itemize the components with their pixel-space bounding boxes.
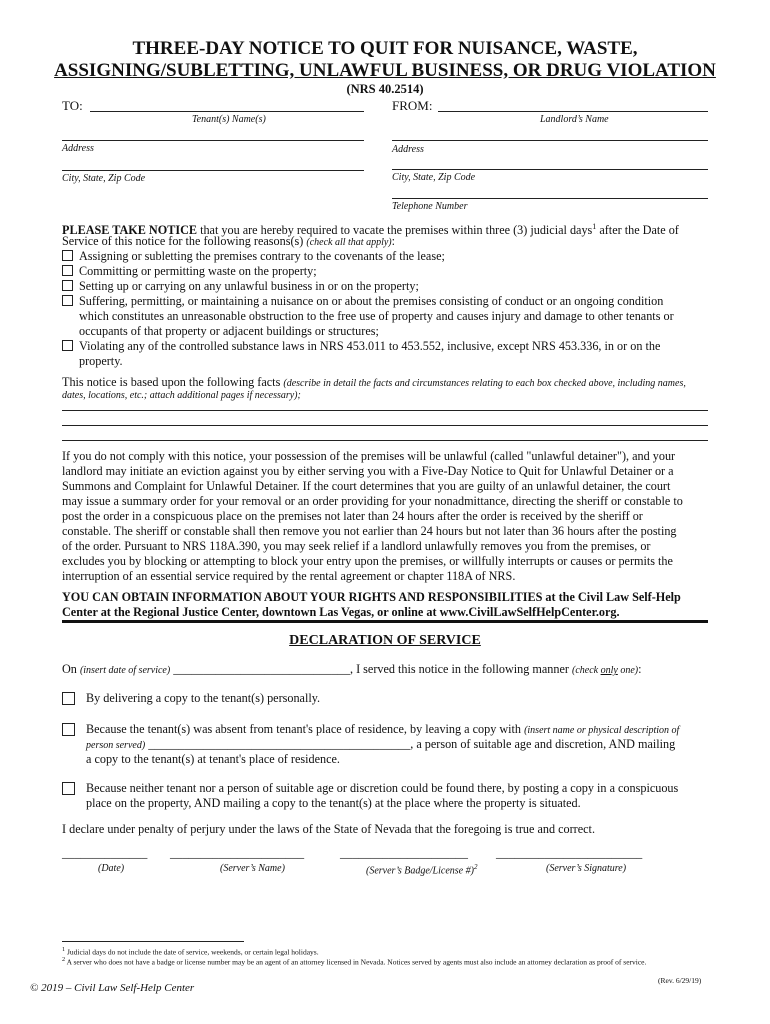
revision-date: (Rev. 6/29/19) [658,976,702,985]
checkbox-substitute[interactable] [62,723,75,736]
checkbox-waste[interactable] [62,265,73,276]
notice-lead-bold: PLEASE TAKE NOTICE [62,223,198,238]
reason-assigning: Assigning or subletting the premises contrary to the covenants of the lease; [62,249,722,264]
landlord-city-caption: City, State, Zip Code [392,172,476,183]
footnote-2: $^2$ A server who does not have a badge or license number may be an agent of an attorney licensed in Nevada. Notices served by agents must also include an attorney declaration as proof of service. [62,956,647,967]
option-posting: Because neither tenant nor a person of suitable age or discretion could be found there, by posting a copy in a conspicuous place on the property, AND mailing a copy to the tenant(s) at the place where the property is situated. [62,781,722,813]
perjury-statement: I declare under penalty of perjury under the laws of the State of Nevada that the foregoing is true and correct. [62,822,595,836]
reason-drug-cont: property. [79,354,123,368]
checkbox-assigning[interactable] [62,250,73,261]
tenant-city-field[interactable] [62,170,364,171]
date-caption: (Date) [98,863,125,874]
rights-line2: Center at the Regional Justice Center, downtown Las Vegas, or online at www.CivilLawSelfHelpCenter.org. [62,605,620,619]
statute-reference: (NRS 40.2514) [346,82,424,96]
landlord-name-field[interactable] [438,111,708,112]
signature-caption: (Server’s Signature) [546,863,627,874]
facts-line-3[interactable] [62,440,708,441]
option-substitute: Because the tenant(s) was absent from tenant's place of residence, by leaving a copy with (insert name or physical description of person served) ___________________________________________, a person of suitable age and discretion, AND mailing a copy to the tenant(s) at tenant's place of residence. [62,722,722,768]
declaration-heading: DECLARATION OF SERVICE [289,633,481,648]
footnote-ref-1: 1 [592,222,597,231]
document-title-line1: THREE-DAY NOTICE TO QUIT FOR NUISANCE, WASTE, [132,38,638,59]
from-label: FROM: [392,98,433,113]
notice-line2: Service of this notice for the following reasons(s) (check all that apply): [62,234,396,248]
checkbox-personal[interactable] [62,692,75,705]
tenant-city-caption: City, State, Zip Code [62,173,146,184]
reason-nuisance-cont1: which constitutes an unreasonable obstruction to the free use of property and causes injury and damage to other tenants or [79,309,674,323]
document-title-line2: ASSIGNING/SUBLETTING, UNLAWFUL BUSINESS, OR DRUG VIOLATION [54,60,716,81]
tenant-address-field[interactable] [62,140,364,141]
facts-line-1[interactable] [62,410,708,411]
notice-lead: PLEASE TAKE NOTICE that you are hereby required to vacate the premises within three (3) judicial days$^1$ after the Date of [62,222,679,238]
reason-nuisance: Suffering, permitting, or maintaining a nuisance on or about the premises consisting of conduct or an ongoing condition [62,294,742,309]
checkbox-unlawful-business[interactable] [62,280,73,291]
badge-caption: (Server’s Badge/License #)$^2$ [366,863,478,877]
facts-italic2: dates, locations, etc.; attach additional pages if necessary); [62,390,301,401]
badge-blank[interactable]: _____________________ [340,846,468,860]
footnote-divider [62,941,244,942]
landlord-address-caption: Address [392,144,424,155]
to-label: TO: [62,98,83,113]
copyright-footer: © 2019 – Civil Law Self-Help Center [30,982,195,994]
landlord-address-field[interactable] [392,140,708,141]
reason-unlawful-business: Setting up or carrying on any unlawful business in or on the property; [62,279,722,294]
rights-line1: YOU CAN OBTAIN INFORMATION ABOUT YOUR RIGHTS AND RESPONSIBILITIES at the Civil Law Self-Help [62,590,681,604]
footnote-1: $^1$ Judicial days do not include the date of service, weekends, or certain legal holidays. [62,946,319,957]
reason-drug: Violating any of the controlled substance laws in NRS 453.011 to 453.552, inclusive, except NRS 453.336, in or on the [62,339,742,354]
tenant-name-field[interactable] [90,111,364,112]
date-blank[interactable]: ______________ [62,846,148,860]
section-divider [62,620,708,623]
landlord-phone-caption: Telephone Number [392,201,468,212]
signature-blank[interactable]: ________________________ [496,846,643,860]
landlord-phone-field[interactable] [392,198,708,199]
checkbox-nuisance[interactable] [62,295,73,306]
reason-nuisance-cont2: occupants of that property or adjacent buildings or structures; [79,324,379,338]
server-name-caption: (Server’s Name) [220,863,285,874]
facts-line-2[interactable] [62,425,708,426]
declaration-service-date: On (insert date of service) _____________________________, I served this notice in the following manner (check only one): [62,662,642,676]
checkbox-drug[interactable] [62,340,73,351]
reason-waste: Committing or permitting waste on the property; [62,264,722,279]
landlord-name-caption: Landlord’s Name [540,114,609,125]
tenant-address-caption: Address [62,143,94,154]
landlord-city-field[interactable] [392,169,708,170]
checkbox-posting[interactable] [62,782,75,795]
server-name-blank[interactable]: ______________________ [170,846,305,860]
warning-paragraph: If you do not comply with this notice, your possession of the premises will be unlawful (called "unlawful detainer"), and your landlord may initiate an eviction against you by either serving you with a Five-Day Notice to Quit for Unlawful Detainer or a Summons and Complaint for Unlawful Detainer. If the court determines that you are guilty of an unlawful detainer, the court may issue a summary order for your removal or an order providing for your nonadmittance, directing the sheriff or constable to post the order in a conspicuous place on the premises not later than 24 hours after the order is received by the sheriff or constable. The sheriff or constable shall then remove you not earlier than 24 hours but not later than 36 hours after the posting of the order. Pursuant to NRS 118A.390, you may seek relief if a landlord unlawfully removes you from the premises, or excludes you by blocking or attempting to block your entry upon the premises, or willfully interrupts or causes or permits the interruption of an essential service required by the rental agreement or chapter 118A of NRS. [62,449,683,583]
facts-lead: This notice is based upon the following facts (describe in detail the facts and circumstances relating to each box checked above, including names, [62,375,686,389]
tenant-name-caption: Tenant(s) Name(s) [192,114,266,125]
